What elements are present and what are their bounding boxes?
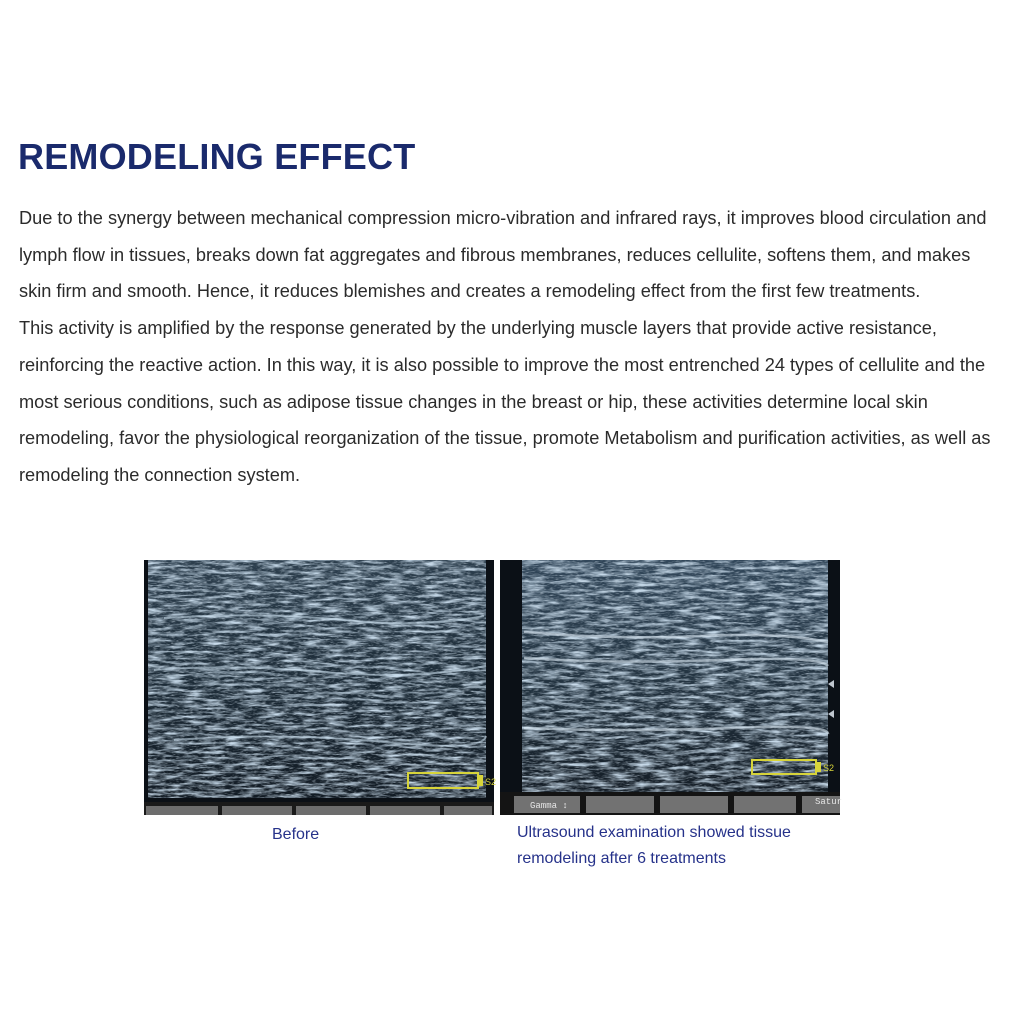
caption-after: Ultrasound examination showed tissue remodeling after 6 treatments — [517, 824, 791, 867]
softkey-satur: Satur — [815, 797, 843, 807]
paragraph-1: Due to the synergy between mechanical compression micro-vibration and infrared rays, it improves blood circulation and lymph flow in tissues, breaks down fat aggregates and fibrous membranes, reduces cellulite, softens them, and makes skin firm and smooth. Hence, it reduces blemishes and creates a remodeling effect from the first few treatments. — [19, 208, 987, 302]
softkey-gamma: Gamma ↕ — [530, 801, 568, 811]
caption-before: Before — [272, 826, 320, 843]
ultrasound-after-image — [500, 560, 843, 815]
ultrasound-before-image — [144, 560, 497, 815]
scan-label-before: S2 — [485, 777, 497, 787]
page-title: REMODELING EFFECT — [18, 136, 416, 177]
paragraph-2: This activity is amplified by the response generated by the underlying muscle layers that provide active resistance, reinforcing the reactive action. In this way, it is also possible to improve the most entrenched 24 types of cellulite and the most serious conditions, such as adipose tissue changes in the breast or hip, these activities determine local skin remodeling, favor the physiological reorganization of the tissue, promote Metabolism and purification activities, as well as remodeling the connection system. — [19, 318, 991, 485]
scan-label-after: S2 — [823, 763, 835, 773]
description-text — [19, 200, 1001, 494]
